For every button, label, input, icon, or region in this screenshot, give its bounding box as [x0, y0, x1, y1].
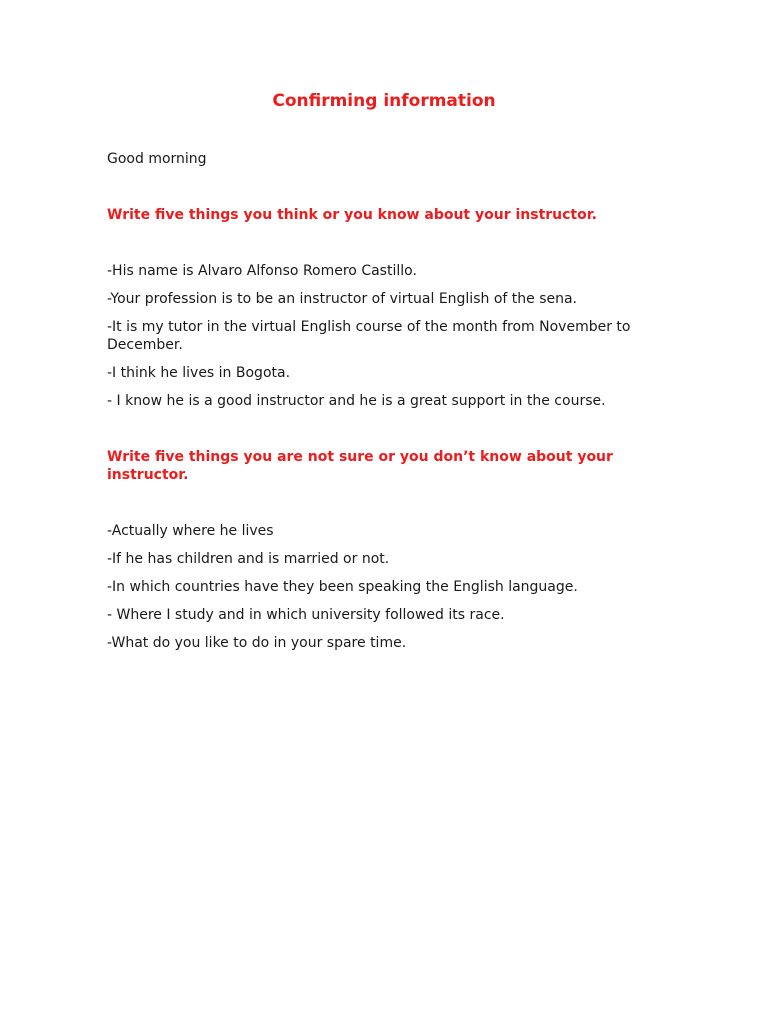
list-item: -I think he lives in Bogota.: [107, 365, 291, 381]
list-item: - Where I study and in which university followed its race.: [107, 607, 505, 623]
list-item: -Actually where he lives: [107, 523, 274, 539]
list-item: -His name is Alvaro Alfonso Romero Castillo.: [107, 263, 417, 279]
list-item: -Your profession is to be an instructor of virtual English of the sena.: [107, 291, 577, 307]
section1-list: [107, 262, 647, 410]
section1-prompt: Write five things you think or you know about your instructor.: [107, 207, 597, 223]
document-title: Confirming information: [272, 91, 496, 111]
list-item: -It is my tutor in the virtual English course of the month from November to December.: [107, 319, 631, 353]
section2-prompt: Write five things you are not sure or you don’t know about your instructor.: [107, 449, 613, 483]
greeting-text: Good morning: [107, 151, 207, 167]
list-item: -If he has children and is married or not.: [107, 551, 390, 567]
list-item: -What do you like to do in your spare time.: [107, 635, 407, 651]
section2-list: [107, 522, 647, 652]
document-body: [107, 150, 647, 662]
list-item: -In which countries have they been speaking the English language.: [107, 579, 578, 595]
list-item: - I know he is a good instructor and he is a great support in the course.: [107, 393, 606, 409]
